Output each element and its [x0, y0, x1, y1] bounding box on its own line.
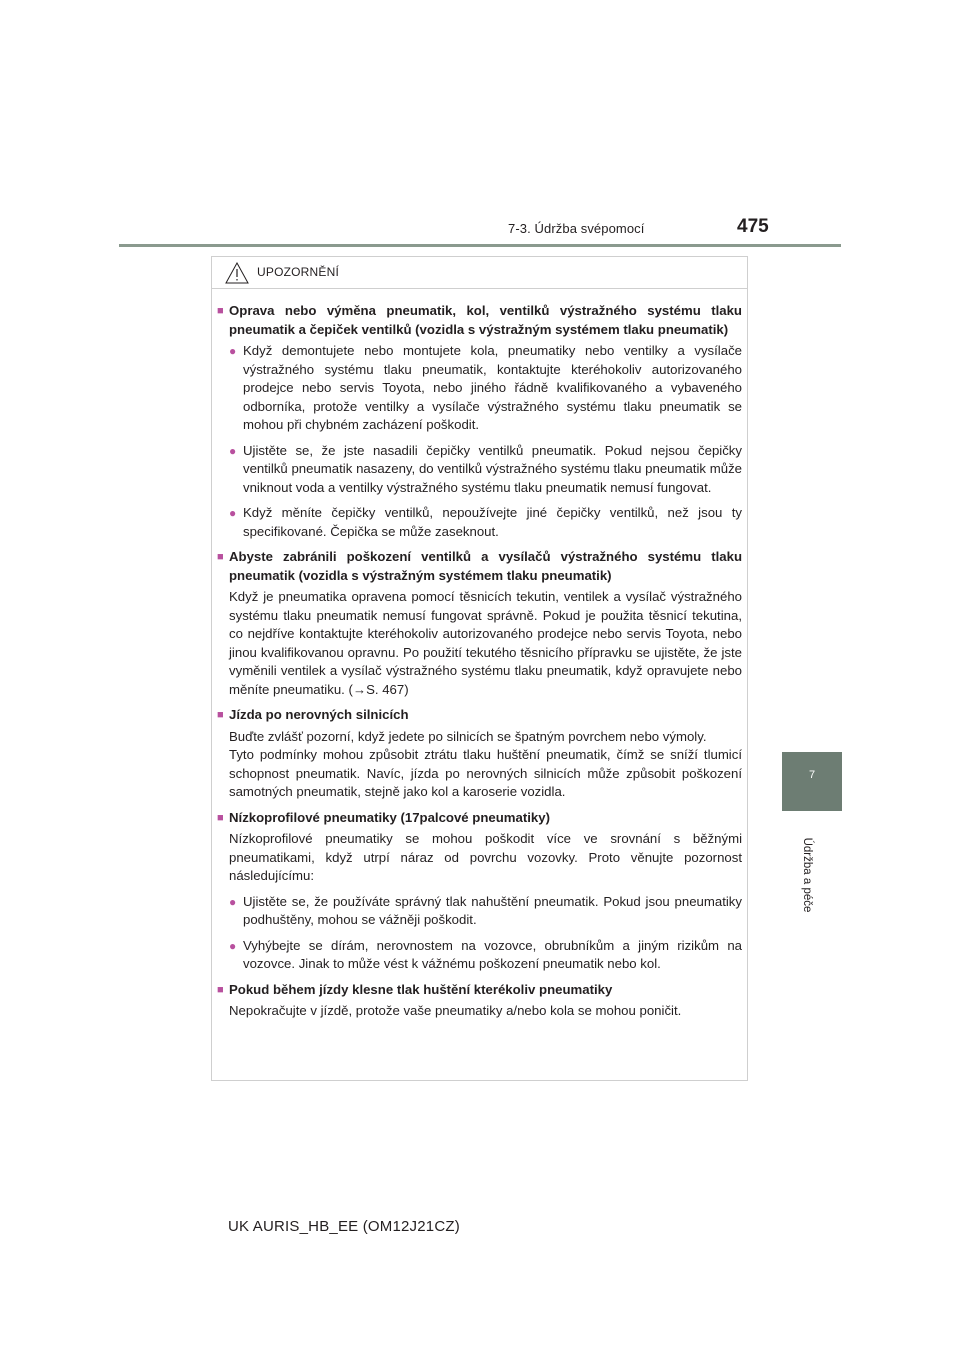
bullet-item	[229, 504, 742, 541]
section-heading	[217, 302, 742, 339]
warning-body	[212, 289, 747, 1021]
section-paragraph: Nepokračujte v jízdě, protože vaše pneumatiky a/nebo kola se mohou poničit.	[229, 1003, 682, 1018]
section-paragraph: Nízkoprofilové pneumatiky se mohou poškodit více ve srovnání s běžnými pneumatikami, když utrpí náraz od povrchu vozovky. Proto věnujte pozornost následujícímu:	[229, 831, 742, 883]
section-heading	[217, 981, 742, 1000]
square-bullet-icon: ■	[217, 551, 224, 563]
section-heading	[217, 809, 742, 828]
warning-box	[211, 256, 748, 1081]
bullet-text: Když měníte čepičky ventilků, nepoužívejte jiné čepičky ventilků, než jsou ty specifikované. Čepička se může zaseknout.	[243, 505, 742, 539]
bullet-text: Vyhýbejte se dírám, nerovnostem na vozovce, obrubníkům a jiným rizikům na vozovce. Jinak to může vést k vážnému poškození pneumatik nebo kol.	[243, 937, 742, 971]
section-heading-text: Oprava nebo výměna pneumatik, kol, ventilků výstražného systému tlaku pneumatik a čepiček ventilků (vozidla s výstražným systémem tlaku pneumatik)	[229, 303, 742, 337]
bullet-text: Ujistěte se, že používáte správný tlak nahuštění pneumatik. Pokud jsou pneumatiky podhuštěny, mohou se vážněji poškodit.	[243, 893, 742, 927]
section-heading-text: Nízkoprofilové pneumatiky (17palcové pneumatiky)	[229, 809, 550, 825]
warning-triangle-icon	[225, 262, 249, 284]
section-heading-text: Abyste zabránili poškození ventilků a vysílačů výstražného systému tlaku pneumatik (vozidla s výstražným systémem tlaku pneumatik)	[229, 549, 742, 583]
bullet-item	[229, 342, 742, 435]
chapter-tab	[782, 752, 842, 811]
circle-bullet-icon: ●	[229, 894, 237, 909]
chapter-number: 7	[808, 769, 816, 781]
section-heading-text: Jízda po nerovných silnicích	[229, 707, 409, 722]
bullet-item	[229, 442, 742, 498]
page-number: 475	[737, 216, 769, 237]
bullet-item	[229, 937, 742, 974]
square-bullet-icon: ■	[217, 811, 224, 824]
bullet-text: Když demontujete nebo montujete kola, pneumatiky nebo ventilky a vysílače výstražného systému tlaku pneumatik, kontaktujte kteréhokoliv autorizovaného prodejce nebo servis Toyota, nebo jiného řádně kvalifikovaného a vybaveného odborníka, protože ventilky a vysílače výstražného systému tlaku pneumatik se mohou při chybném zacházení poškodit.	[243, 343, 742, 432]
square-bullet-icon: ■	[217, 983, 224, 996]
circle-bullet-icon: ●	[229, 506, 237, 520]
header-rule	[119, 244, 841, 247]
section-heading	[217, 548, 742, 585]
section-heading	[217, 706, 742, 725]
circle-bullet-icon: ●	[229, 938, 237, 953]
bullet-text: Ujistěte se, že jste nasadili čepičky ventilků pneumatik. Pokud nejsou čepičky ventilků pneumatik nasazeny, do ventilků výstražného systému tlaku pneumatik může vniknout voda a ventilky výstražného systému tlaku pneumatik nemusí fungovat.	[243, 442, 742, 495]
chapter-label-text: Údržba a péče	[801, 837, 813, 913]
header-section: 7-3. Údržba svépomocí	[508, 221, 645, 236]
section-paragraph: Když je pneumatika opravena pomocí těsnicích tekutin, ventilek a vysílač výstražného systému tlaku pneumatik nemusí fungovat správně. Pokud je použita těsnicí tekutina, co nejdříve kontaktujte kteréhokoliv autorizovaného prodejce nebo servis Toyota, nebo jinou kvalifikovanou opravnu. Po použití tekutého těsnicího přípravku se ujistěte, že jste vyměnili ventilek a vysílač výstražného systému tlaku pneumatik, když opravujete nebo měníte pneumatiku. (→S. 467)	[229, 589, 742, 697]
warning-header	[212, 257, 747, 289]
section-heading-text: Pokud během jízdy klesne tlak huštění kterékoliv pneumatiky	[229, 981, 613, 997]
section-paragraph: Tyto podmínky mohou způsobit ztrátu tlaku huštění pneumatik, čímž se sníží tlumicí schopnost pneumatik. Navíc, jízda po nerovných silnicích může způsobit poškození samotných pneumatik, stejně jako kol a karoserie vozidla.	[229, 747, 742, 799]
bullet-item	[229, 893, 742, 930]
chapter-label	[797, 820, 817, 930]
circle-bullet-icon: ●	[229, 344, 237, 358]
section-paragraph: Buďte zvlášť pozorní, když jedete po silnicích se špatným povrchem nebo výmoly.	[229, 728, 707, 744]
square-bullet-icon: ■	[217, 305, 224, 317]
circle-bullet-icon: ●	[229, 443, 237, 458]
footer-model-code: UK AURIS_HB_EE (OM12J21CZ)	[228, 1218, 460, 1235]
square-bullet-icon: ■	[217, 709, 224, 721]
warning-title: UPOZORNĚNÍ	[257, 265, 340, 279]
